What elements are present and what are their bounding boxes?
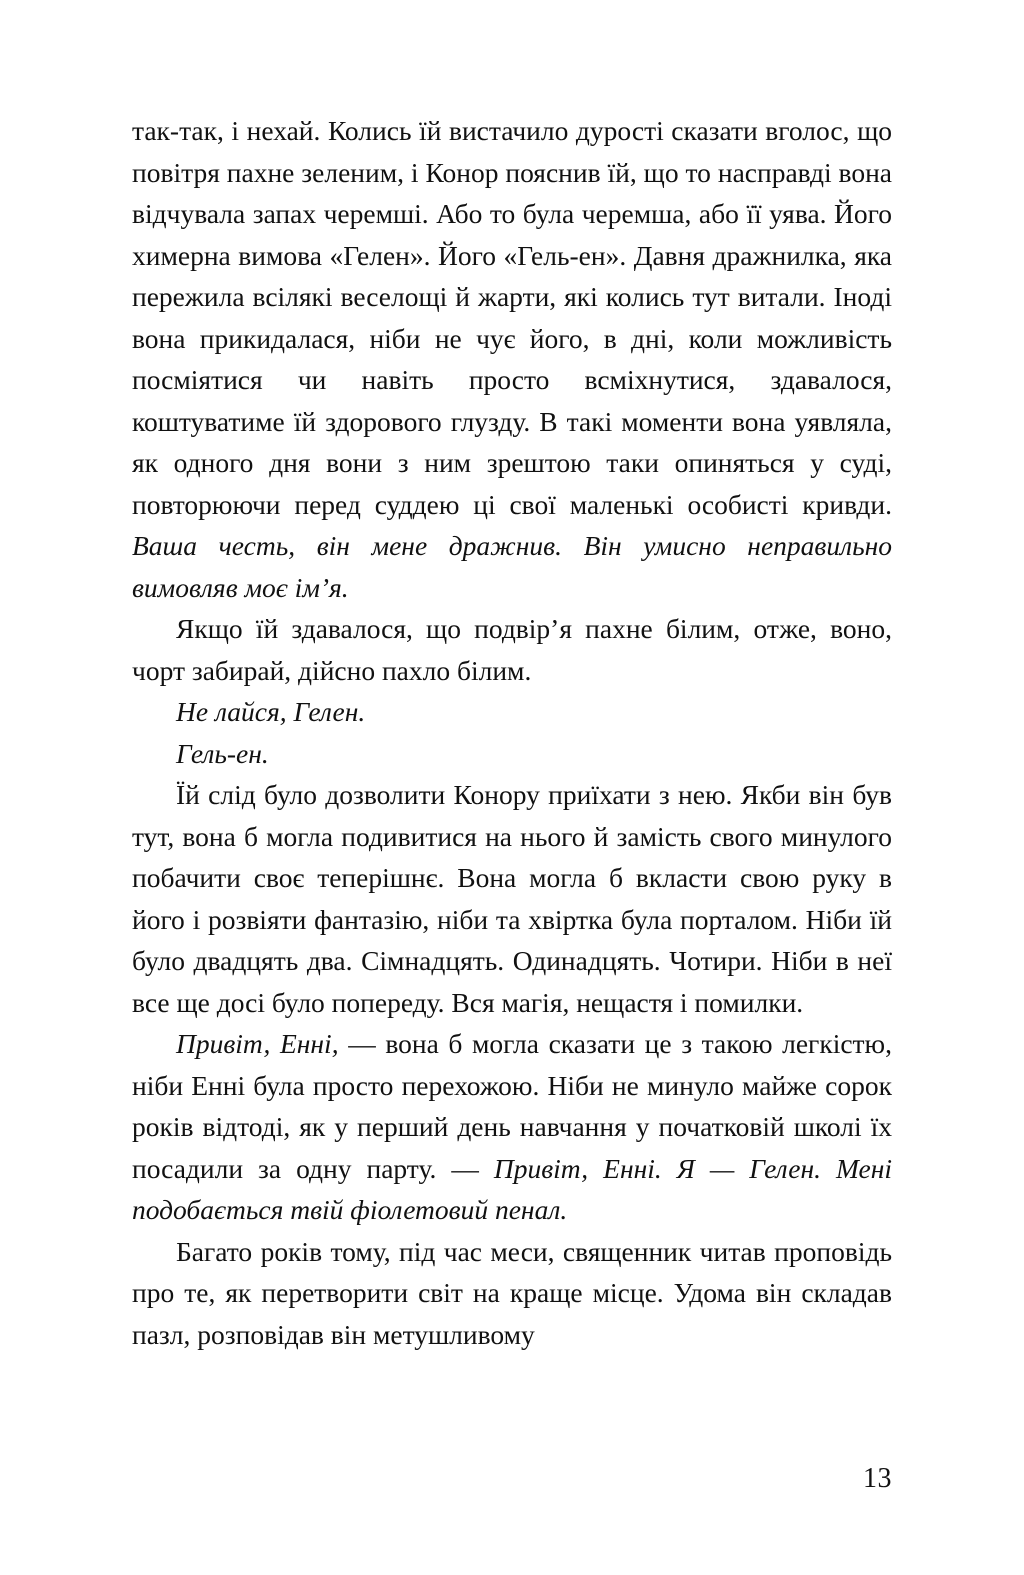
italic-run: Гель-ен.: [176, 737, 269, 769]
page-number: 13: [863, 1463, 892, 1494]
paragraph: [132, 733, 892, 775]
italic-run: Не лайся, Гелен.: [176, 696, 366, 727]
text-run: Їй слід було дозволити Конору приїхати з нею. Якби він був тут, вона б могла подивитися на нього й замість свого минулого побачити своє теперішнє. Вона могла б вкласти свою руку в його і розвіяти фантазію, ніби та хвіртка була порталом. Ніби їй було двадцять два. Сімнадцять. Одинадцять. Чотири. Ніби в неї все ще досі було попереду. Вся магія, нещастя і помилки.: [132, 779, 892, 1018]
paragraph: [132, 1023, 892, 1231]
text-run: Багато років тому, під час меси, священник читав проповідь про те, як перетворити світ на краще місце. Удома він складав пазл, розповідав він метушливому: [132, 1235, 892, 1350]
paragraph: [132, 691, 892, 733]
paragraph: [132, 608, 892, 691]
text-run: — вона б могла сказати це з такою легкістю, ніби Енні була просто перехожою. Ніби не минуло майже сорок років відтоді, як у перший день навчання у початковій школі їх посадили за одну парту. —: [132, 1028, 892, 1184]
paragraph: [132, 774, 892, 1023]
italic-run: Привіт, Енні. Я — Гелен. Мені подобається твій фіолетовий пенал.: [132, 1152, 893, 1225]
text-run: Якщо їй здавалося, що подвір’я пахне білим, отже, воно, чорт забирай, дійсно пахло білим.: [132, 613, 892, 686]
paragraph: [132, 110, 892, 608]
text-run: так-так, і нехай. Колись їй вистачило дурості сказати вголос, що повітря пахне зеленим, і Конор пояснив їй, що то насправді вона відчувала запах черемші. Або то була черемша, або її уява. Його химерна вимова «Гелен». Його «Гель-ен». Давня дражнилка, яка пережила всілякі веселощі й жарти, які колись тут витали. Іноді вона прикидалася, ніби не чує його, в дні, коли можливість посміятися чи навіть просто всміхнутися, здавалося, коштуватиме їй здорового глузду. В такі моменти вона уявляла, як одного дня вони з ним зрештою таки опиняться у суді, повторюючи перед суддею ці свої маленькі особисті кривди.: [132, 115, 892, 520]
italic-run: Привіт, Енні,: [176, 1028, 339, 1059]
page-body-text: [132, 110, 892, 1355]
italic-run: Ваша честь, він мене дражнив. Він умисно неправильно вимовляв моє ім’я.: [132, 530, 892, 603]
paragraph: [132, 1231, 892, 1356]
